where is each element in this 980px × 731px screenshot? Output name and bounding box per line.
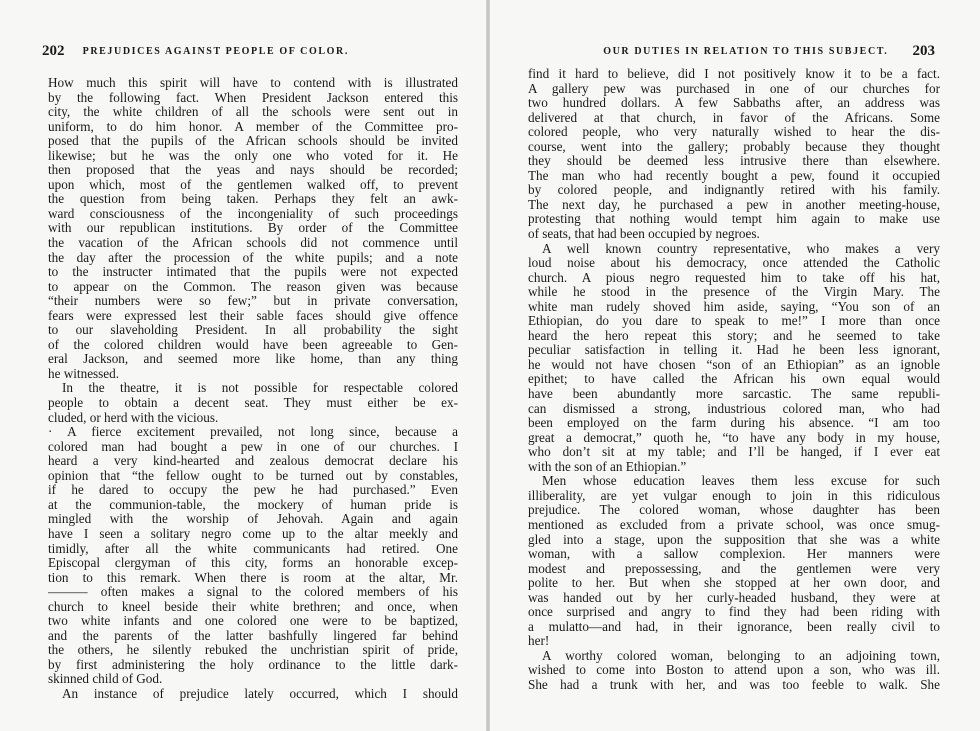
text-line: The man who had recently bought a pew, found it occupied <box>528 168 940 183</box>
text-line: timidly, after all the white communicants had retired. One <box>48 541 458 556</box>
text-line: ——— often makes a signal to the colored members of his <box>48 585 458 600</box>
text-line: white man rudely shoved him aside, saying, “You son of an <box>528 299 940 314</box>
text-line: A worthy colored woman, belonging to an adjoining town, <box>542 648 940 663</box>
text-line: uniform, to do him honor. A member of the Committee pro- <box>48 119 458 134</box>
text-line: with the son of an Ethiopian.” <box>528 459 687 474</box>
left-page-number: 202 <box>42 43 65 59</box>
text-line: ward consciousness of the incongeniality of such proceedings <box>48 206 458 221</box>
text-line: he would not have chosen “son of an Ethiopian” as an ignoble <box>528 357 940 372</box>
text-line: of the colored children would have been agreeable to Gen- <box>48 337 458 352</box>
text-line: colored man had bought a pew in one of our churches. I <box>48 439 458 454</box>
right-page-body <box>528 67 940 693</box>
text-line: two hundred dollars. A few Sabbaths after, an address was <box>528 96 940 111</box>
text-line: and the parents of the latter bashfully lingered far behind <box>48 628 458 643</box>
text-line: have been abundantly more sarcastic. The same republi- <box>528 387 940 402</box>
text-line: epithet; to have called the African his own equal would <box>528 372 940 387</box>
text-line: have I seen a solitary negro come up to the altar meekly and <box>48 526 458 541</box>
text-line: skinned child of God. <box>48 672 163 687</box>
text-line: posed that the pupils of the African schools should be invited <box>48 134 458 149</box>
right-page-number: 203 <box>912 43 935 59</box>
right-page <box>490 0 980 731</box>
text-line: a mulatto—and had, in their ignorance, been really civil to <box>528 619 940 634</box>
text-line: How much this spirit will have to contend with is illustrated <box>48 76 458 90</box>
text-line: mentioned as excluded from a private school, was once smug- <box>528 517 940 532</box>
text-line: fears were expressed lest their sable faces should give offence <box>48 308 458 323</box>
text-line: by the following fact. When President Jackson entered this <box>48 90 458 105</box>
text-line: opinion that “the fellow ought to be turned out by constables, <box>48 468 458 483</box>
text-line: · A fierce excitement prevailed, not long since, because a <box>48 425 458 440</box>
text-line: to our slaveholding President. In all probability the sight <box>48 323 458 338</box>
left-page-body <box>48 76 458 702</box>
text-line: if he dared to occupy the pew he had purchased.” Even <box>48 483 458 498</box>
text-line: protesting that nothing would tempt him again to make use <box>528 212 940 227</box>
text-line: She had a trunk with her, and was too feeble to walk. She <box>528 677 940 692</box>
text-line: with our republican institutions. By order of the Committee <box>48 221 458 236</box>
text-line: by colored people, and indignantly retired with his family. <box>528 183 940 198</box>
text-line: by first administering the holy ordinance to the little dark- <box>48 657 458 672</box>
text-line: city, the white children of all the schools were sent out in <box>48 105 458 120</box>
left-running-header <box>42 43 462 63</box>
text-line: Men whose education leaves them less excuse for such <box>542 474 940 489</box>
text-line: “their numbers were so few;” but in private conversation, <box>48 294 458 309</box>
text-line: who don’t sit at my table; and I’ll be hanged, if I ever eat <box>528 445 940 460</box>
text-line: gled into a stage, upon the supposition that she was a white <box>528 532 940 547</box>
text-line: the day after the procession of the white pupils; and a note <box>48 250 458 265</box>
text-line: Ethiopian, do you dare to speak to me!” I more than once <box>528 314 940 329</box>
text-line: then proposed that the yeas and nays should be recorded; <box>48 163 458 178</box>
text-line: tion to this remark. When there is room at the altar, Mr. <box>48 570 458 585</box>
text-line: church to kneel beside their white brethren; and once, when <box>48 599 458 614</box>
text-line: her! <box>528 634 550 649</box>
text-line: the others, he silently rebuked the unchristian spirit of pride, <box>48 643 458 658</box>
text-line: A well known country representative, who makes a very <box>542 241 940 256</box>
text-line: wished to come into Boston to attend upon a son, who was ill. <box>528 663 940 678</box>
text-line: peculiar satisfaction in telling it. Had he been less ignorant, <box>528 343 940 358</box>
text-line: mingled with the worship of Jehovah. Again and again <box>48 512 458 527</box>
text-line: they should be deemed less intrusive there than elsewhere. <box>528 154 940 169</box>
text-line: In the theatre, it is not possible for respectable colored <box>62 381 458 396</box>
text-line: prejudice. The colored woman, whose daughter has been <box>528 503 940 518</box>
text-line: modest and prepossessing, and the gentlemen were very <box>528 561 940 576</box>
left-header-title: PREJUDICES AGAINST PEOPLE OF COLOR. <box>82 46 349 57</box>
text-line: can dismissed a strong, industrious colored man, who had <box>528 401 940 416</box>
text-line: while he stood in the presence of the Virgin Mary. The <box>528 285 940 300</box>
text-line: the question from being taken. Perhaps they felt an awk- <box>48 192 458 207</box>
text-line: Episcopal clergyman of this city, forms an honorable excep- <box>48 556 458 571</box>
text-line: two white infants and one colored one were to be baptized, <box>48 614 458 629</box>
text-line: of seats, that had been occupied by negroes. <box>528 227 760 242</box>
text-line: heard the hero repeat this story; and he seemed to take <box>528 328 940 343</box>
text-line: illiberality, are yet vulgar enough to join in this ridiculous <box>528 488 940 503</box>
text-line: woman, with a sallow complexion. Her manners were <box>528 547 940 562</box>
text-line: great a democrat,” quoth he, “to have any body in my house, <box>528 430 940 445</box>
text-line: upon which, most of the gentlemen walked off, to prevent <box>48 177 458 192</box>
text-line: at the communion-table, the mockery of human pride is <box>48 497 458 512</box>
text-line: eral Jackson, and seemed more like home, than any thing <box>48 352 458 367</box>
text-line: church. A pious negro requested him to take off his hat, <box>528 270 940 285</box>
right-header-title: OUR DUTIES IN RELATION TO THIS SUBJECT. <box>603 46 889 57</box>
text-line: heard a very kind-hearted and zealous democrat declare his <box>48 454 458 469</box>
text-line: once surprised and angry to find they had been riding with <box>528 605 940 620</box>
text-line: course, went into the gallery; probably because they thought <box>528 139 940 154</box>
text-line: colored people, who very naturally wished to hear the dis- <box>528 125 940 140</box>
text-line: to appear on the Common. The reason given was because <box>48 279 458 294</box>
text-line: people to obtain a decent seat. They must either be ex- <box>48 396 458 411</box>
text-line: to the instructer intimated that the pupils were not expected <box>48 265 458 280</box>
text-line: An instance of prejudice lately occurred, which I should <box>62 686 458 701</box>
left-page <box>0 0 488 731</box>
text-line: likewise; but he was the only one who voted for it. He <box>48 148 458 163</box>
text-line: find it hard to believe, did I not positively know it to be a fact. <box>528 67 940 81</box>
right-running-header <box>490 43 935 63</box>
text-line: cluded, or herd with the vicious. <box>48 410 219 425</box>
text-line: loud noise about his democracy, once attended the Catholic <box>528 256 940 271</box>
text-line: the vacation of the African schools did not commence until <box>48 236 458 251</box>
text-line: was handed out by her curly-headed husband, they were at <box>528 590 940 605</box>
text-line: The next day, he purchased a pew in another meeting-house, <box>528 197 940 212</box>
text-line: he witnessed. <box>48 366 120 381</box>
text-line: polite to her. But when she stopped at her own door, and <box>528 576 940 591</box>
text-line: been employed on the farm during his absence. “I am too <box>528 416 940 431</box>
text-line: A gallery pew was purchased in one of our churches for <box>528 81 940 96</box>
text-line: delivered at that church, in favor of the Africans. Some <box>528 110 940 125</box>
